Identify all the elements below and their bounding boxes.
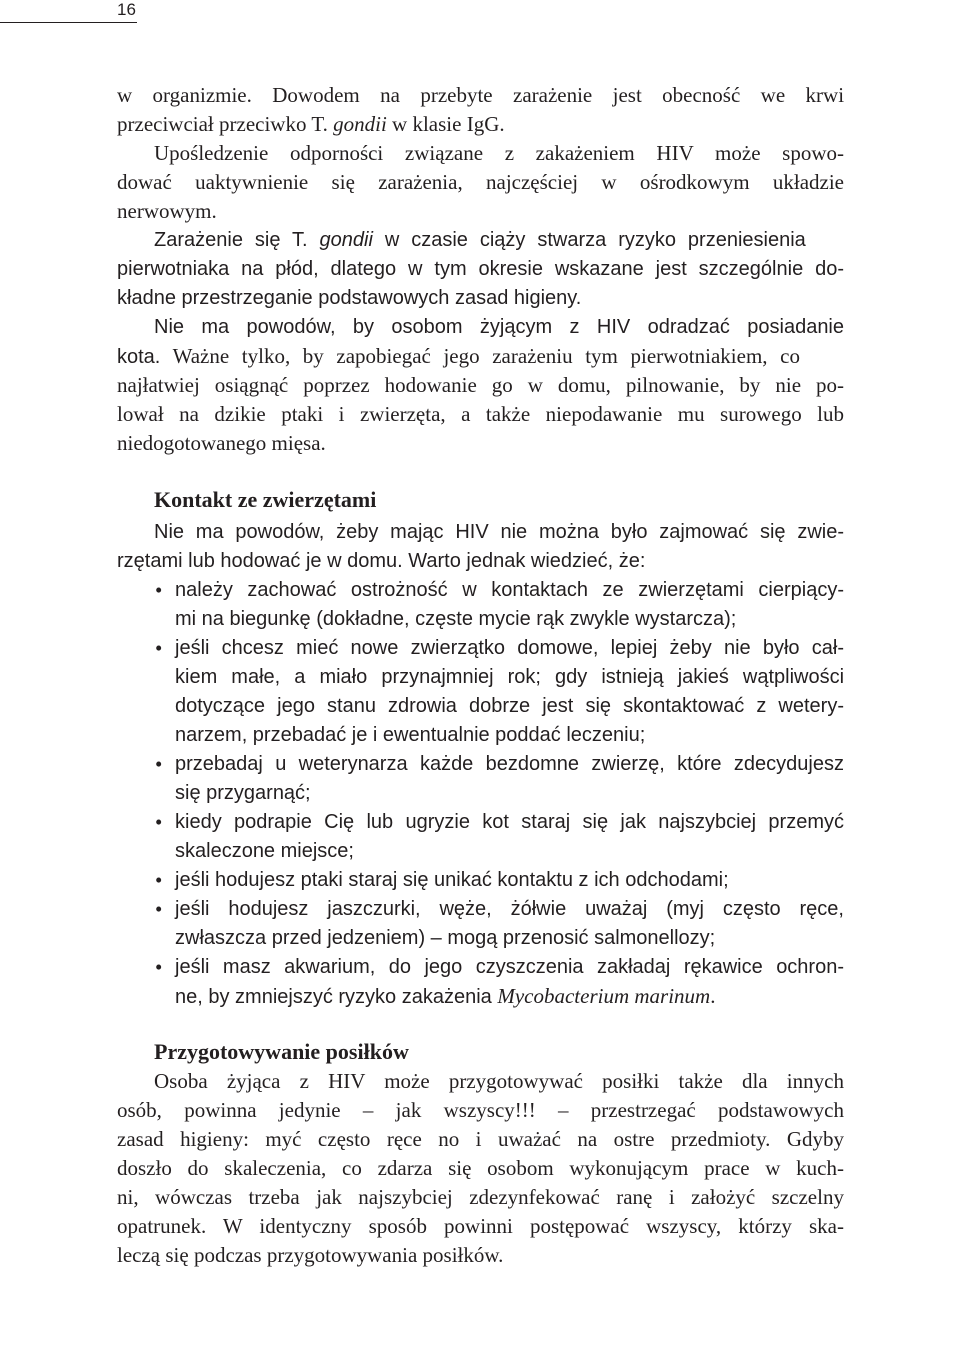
text-line xyxy=(117,342,800,372)
text-line: dotyczące jego stanu zdrowia dobrze jest się skontaktować z wetery- xyxy=(175,695,844,717)
text-span: w czasie ciąży stwarza ryzyko przeniesienia xyxy=(372,229,806,251)
text-line: zasad higieny: myć często ręce no i uważać na ostre przedmioty. Gdyby xyxy=(117,1127,844,1151)
text-line: lował na dzikie ptaki i zwierzęta, a także niepodawanie mu surowego lub xyxy=(117,402,845,426)
text-line: nerwowym. xyxy=(117,199,217,223)
text-line xyxy=(117,110,505,139)
text-line: należy zachować ostrożność w kontaktach ze zwierzętami cierpiący- xyxy=(175,579,845,601)
text-line: jeśli masz akwarium, do jego czyszczenia zakładaj rękawice ochron- xyxy=(175,956,845,978)
text-line: ni, wówczas trzeba jak najszybciej zdezynfekować ranę i założyć szczelny xyxy=(117,1185,844,1209)
bullet-icon: • xyxy=(155,578,163,602)
text-line: mi na biegunkę (dokładne, częste mycie rąk zwykle wystarcza); xyxy=(175,608,737,630)
text-span: Ważne tylko, by zapobiegać jego zarażeniu tym pierwotniakiem, co xyxy=(160,344,800,368)
text-line xyxy=(154,226,806,255)
italic-span: gondii xyxy=(333,112,387,136)
text-line: kiem małe, a miało przynajmniej rok; gdy istnieją jakieś wątpliwości xyxy=(175,666,845,688)
text-line: jeśli hodujesz ptaki staraj się unikać kontaktu z ich odchodami; xyxy=(175,869,729,891)
bullet-icon: • xyxy=(155,752,163,776)
text-line: w organizmie. Dowodem na przebyte zarażenie jest obecność we krwi xyxy=(117,83,845,107)
text-line: skaleczone miejsce; xyxy=(175,840,354,862)
text-line: najłatwiej osiągnąć poprzez hodowanie go w domu, pilnowanie, by nie po- xyxy=(117,373,845,397)
text-span: przeciwciał przeciwko T. xyxy=(117,112,334,136)
text-line: przebadaj u weterynarza każde bezdomne zwierzę, które zdecydujesz xyxy=(175,753,844,775)
text-span: kota. xyxy=(117,346,161,368)
text-line: kiedy podrapie Cię lub ugryzie kot staraj się jak najszybciej przemyć xyxy=(175,811,844,833)
text-line: niedogotowanego mięsa. xyxy=(117,431,326,455)
bullet-icon: • xyxy=(155,636,163,660)
bullet-icon: • xyxy=(155,955,163,979)
text-line: Osoba żyjąca z HIV może przygotowywać posiłki także dla innych xyxy=(154,1069,844,1093)
section-heading: Przygotowywanie posiłków xyxy=(154,1039,409,1064)
text-line: rzętami lub hodować je w domu. Warto jednak wiedzieć, że: xyxy=(117,550,646,572)
page-number: 16 xyxy=(117,0,136,19)
italic-span: Mycobacterium marinum xyxy=(497,984,711,1008)
text-span: ne, by zmniejszyć ryzyko zakażenia xyxy=(175,986,498,1008)
text-line: leczą się podczas przygotowywania posiłków. xyxy=(117,1243,504,1267)
text-span: w klasie IgG. xyxy=(386,112,505,136)
text-line: jeśli chcesz mieć nowe zwierzątko domowe, lepiej żeby nie było cał- xyxy=(175,637,844,659)
text-line: kładne przestrzeganie podstawowych zasad higieny. xyxy=(117,287,582,309)
text-line: dować uaktywnienie się zarażenia, najczęściej w ośrodkowym układzie xyxy=(117,170,845,194)
text-span: Zarażenie się T. xyxy=(154,229,320,251)
text-line: narzem, przebadać je i ewentualnie poddać leczeniu; xyxy=(175,724,646,746)
text-line: pierwotniaka na płód, dlatego w tym okresie wskazane jest szczególnie do- xyxy=(117,258,844,280)
text-line: Upośledzenie odporności związane z zakażeniem HIV może spowo- xyxy=(154,141,845,165)
text-line: doszło do skaleczenia, co zdarza się osobom wykonującym prace w kuch- xyxy=(117,1156,844,1180)
italic-span: gondii xyxy=(319,229,373,251)
text-line: Nie ma powodów, by osobom żyjącym z HIV odradzać posiadanie xyxy=(154,316,845,338)
bullet-icon: • xyxy=(155,897,163,921)
text-line: zwłaszcza przed jedzeniem) – mogą przenosić salmonellozy; xyxy=(175,927,716,949)
text-line: opatrunek. W identyczny sposób powinni postępować wszyscy, którzy ska- xyxy=(117,1214,844,1238)
header-rule xyxy=(0,22,137,23)
text-line xyxy=(175,982,715,1012)
text-line: Nie ma powodów, żeby mając HIV nie można było zajmować się zwie- xyxy=(154,521,845,543)
bullet-icon: • xyxy=(155,810,163,834)
text-line: się przygarnąć; xyxy=(175,782,311,804)
bullet-icon: • xyxy=(155,868,163,892)
section-heading: Kontakt ze zwierzętami xyxy=(154,487,377,512)
text-span: . xyxy=(710,984,716,1008)
text-line: osób, powinna jedynie – jak wszyscy!!! – przestrzegać podstawowych xyxy=(117,1098,844,1122)
text-line: jeśli hodujesz jaszczurki, węże, żółwie uważaj (myj często ręce, xyxy=(175,898,844,920)
